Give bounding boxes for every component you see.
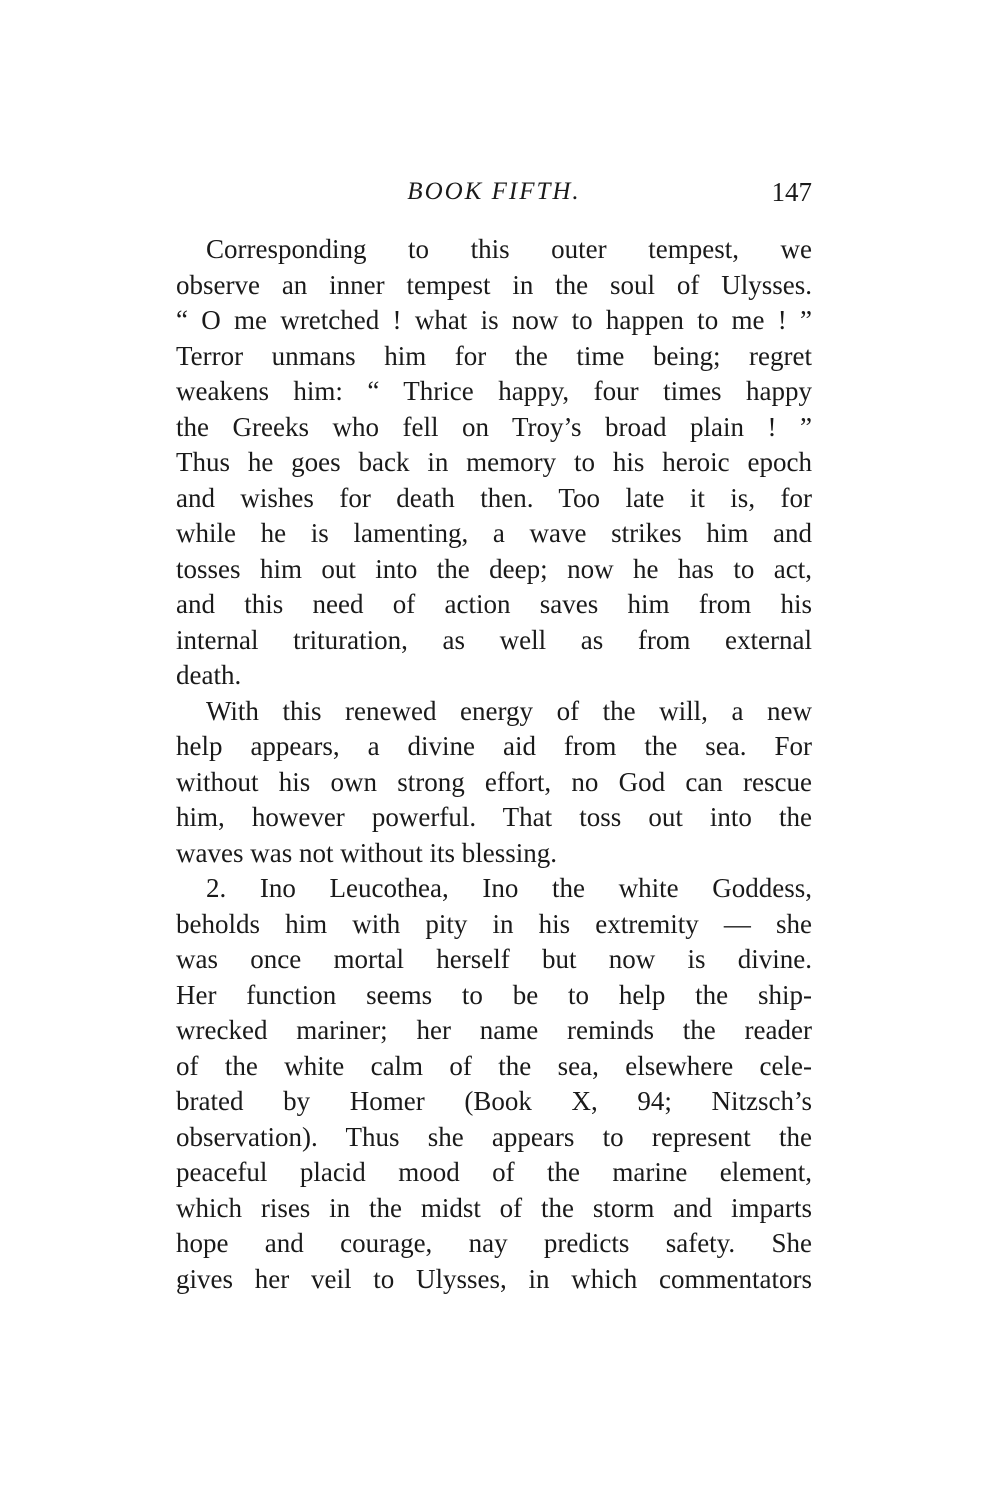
- text-line: tosses him out into the deep; now he has to act,: [176, 553, 812, 584]
- text-line: beholds him with pity in his extremity — she: [176, 908, 812, 939]
- text-line: of the white calm of the sea, elsewhere cele-: [176, 1050, 812, 1081]
- running-head: [176, 172, 812, 212]
- running-title: BOOK FIFTH.: [407, 178, 581, 205]
- text-line: Terror unmans him for the time being; regret: [176, 340, 812, 371]
- text-line: brated by Homer (Book X, 94; Nitzsch’s: [176, 1086, 812, 1116]
- text-line: observation). Thus she appears to represent the: [176, 1121, 812, 1152]
- text-line: hope and courage, nay predicts safety. She: [176, 1228, 812, 1258]
- text-line: wrecked mariner; her name reminds the reader: [176, 1015, 812, 1045]
- text-line: internal trituration, as well as from external: [176, 624, 812, 655]
- text-line: without his own strong effort, no God can rescue: [176, 766, 812, 797]
- text-line: was once mortal herself but now is divine.: [176, 944, 812, 974]
- text-line: Corresponding to this outer tempest, we: [206, 234, 812, 264]
- text-line: which rises in the midst of the storm and imparts: [176, 1192, 812, 1223]
- text-line: and this need of action saves him from his: [176, 589, 812, 619]
- text-line: gives her veil to Ulysses, in which commentators: [176, 1263, 812, 1294]
- text-line: Thus he goes back in memory to his heroic epoch: [176, 447, 812, 477]
- text-line: With this renewed energy of the will, a new: [206, 695, 812, 726]
- text-line: weakens him: “ Thrice happy, four times happy: [176, 376, 812, 406]
- text-line: waves was not without its blessing.: [176, 837, 557, 868]
- body-text: [176, 232, 812, 1297]
- text-line: while he is lamenting, a wave strikes him and: [176, 518, 812, 548]
- text-line: “ O me wretched ! what is now to happen to me ! ”: [176, 305, 812, 335]
- text-line: observe an inner tempest in the soul of Ulysses.: [176, 269, 812, 300]
- text-line: death.: [176, 660, 242, 690]
- text-line: peaceful placid mood of the marine element,: [176, 1157, 812, 1187]
- text-line: 2. Ino Leucothea, Ino the white Goddess,: [206, 873, 812, 903]
- text-line: Her function seems to be to help the ship-: [176, 979, 812, 1010]
- text-line: him, however powerful. That toss out into the: [176, 802, 812, 832]
- page-number: 147: [771, 177, 812, 207]
- text-line: help appears, a divine aid from the sea. For: [176, 731, 812, 761]
- text-line: and wishes for death then. Too late it is, for: [176, 482, 812, 513]
- text-line: the Greeks who fell on Troy’s broad plain ! ”: [176, 411, 812, 442]
